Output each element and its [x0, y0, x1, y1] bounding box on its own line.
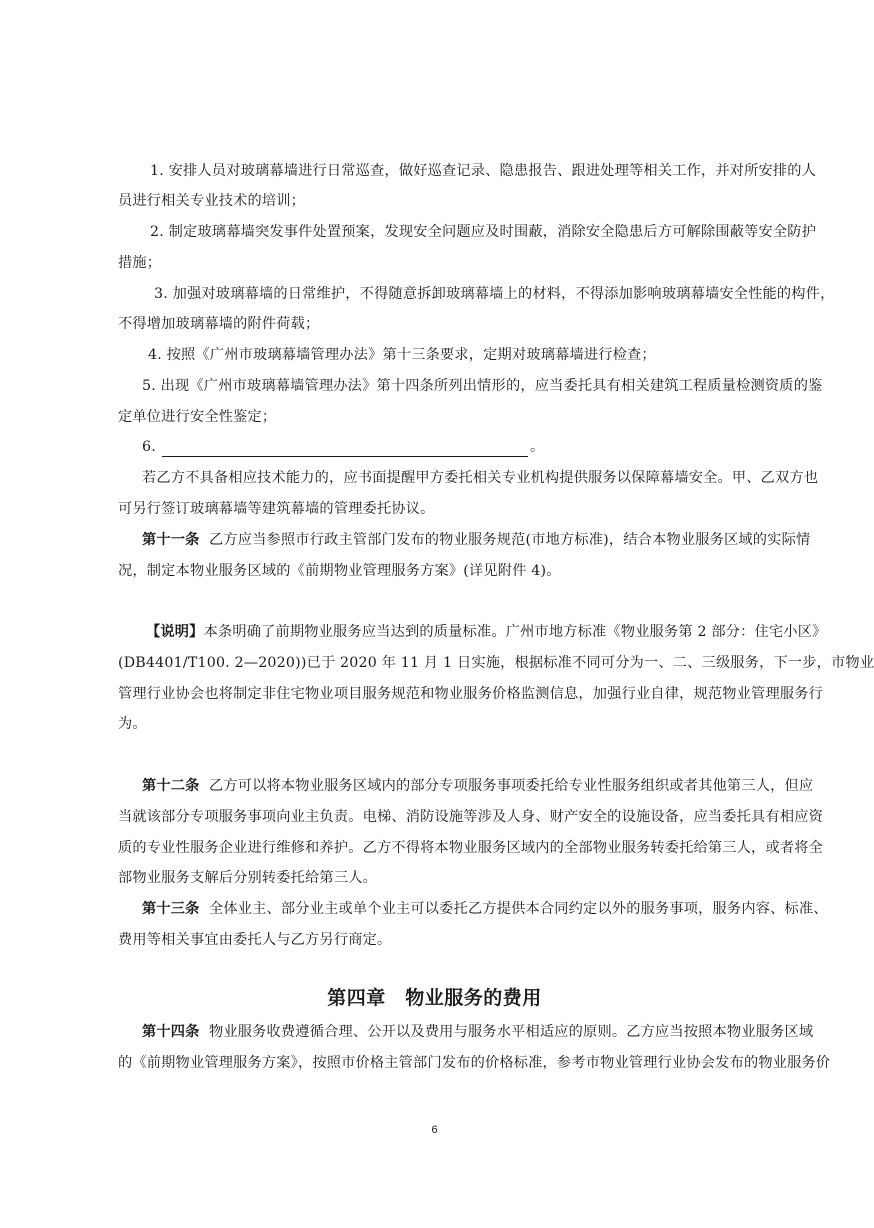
article-12-text: 乙方可以将本物业服务区域内的部分专项服务事项委托给专业性服务组织或者其他第三人，但应: [208, 778, 814, 794]
item-1-line-2: 员进行相关专业技术的培训；: [118, 193, 306, 209]
article-12-line-4: 部物业服务支解后分别转委托给第三人。: [118, 870, 377, 886]
article-13-line-1: [118, 899, 828, 919]
article-14-text: 物业服务收费遵循合理、公开以及费用与服务水平相适应的原则。乙方应当按照本物业服务区域: [208, 1024, 814, 1040]
note-text: 本条明确了前期物业服务应当达到的质量标准。广州市地方标准《物业服务第 2 部分：住宅小区》: [203, 624, 827, 640]
item-6: [118, 437, 790, 457]
article-14-line-1: [118, 1022, 814, 1042]
item-3-line-1: 3. 加强对玻璃幕墙的日常维护，不得随意拆卸玻璃幕墙上的材料，不得添加影响玻璃幕墙安全性能的构件，: [154, 286, 835, 302]
item-6-number: 6.: [142, 439, 156, 455]
article-11-label: 第十一条: [142, 532, 200, 548]
note-line-3: 管理行业协会也将制定非住宅物业项目服务规范和物业服务价格监测信息，加强行业自律，规范物业管理服务行: [118, 686, 823, 702]
article-13-line-2: 费用等相关事宜由委托人与乙方另行商定。: [118, 932, 392, 948]
article-14-line-2: 的《前期物业管理服务方案》，按照市价格主管部门发布的价格标准，参考市物业管理行业协会发布的物业服务价: [118, 1055, 831, 1071]
item-5-line-1: 5. 出现《广州市玻璃幕墙管理办法》第十四条所列出情形的，应当委托具有相关建筑工程质量检测资质的鉴: [142, 378, 823, 394]
article-12-label: 第十二条: [142, 778, 200, 794]
item-4: 4. 按照《广州市玻璃幕墙管理办法》第十三条要求，定期对玻璃幕墙进行检查；: [148, 347, 656, 363]
item-5-line-2: 定单位进行安全性鉴定；: [118, 409, 277, 425]
article-13-label: 第十三条: [142, 901, 200, 917]
article-12-line-2: 当就该部分专项服务事项向业主负责。电梯、消防设施等涉及人身、财产安全的设施设备，应当委托具有相应资: [118, 809, 823, 825]
chapter-heading: 第四章 物业服务的费用: [327, 987, 542, 1009]
note-label: 【说明】: [146, 624, 204, 640]
note-line-4: 为。: [118, 716, 147, 732]
item-2-line-1: 2. 制定玻璃幕墙突发事件处置预案，发现安全问题应及时围蔽，消除安全隐患后方可解除围蔽等安全防护: [150, 224, 817, 240]
fill-in-blank: [162, 442, 528, 457]
article-14-label: 第十四条: [142, 1024, 200, 1040]
paragraph-if-line-2: 可另行签订玻璃幕墙等建筑幕墙的管理委托协议。: [118, 501, 435, 517]
article-13-text: 全体业主、部分业主或单个业主可以委托乙方提供本合同约定以外的服务事项，服务内容、标准、: [208, 901, 828, 917]
item-3-line-2: 不得增加玻璃幕墙的附件荷载；: [118, 316, 320, 332]
article-12-line-1: [118, 776, 814, 796]
article-11-line-1: [118, 530, 811, 550]
note-line-2: (DB4401/T100. 2—2020))已于 2020 年 11 月 1 日实施，根据标准不同可分为一、二、三级服务，下一步，市物业: [118, 655, 874, 671]
article-11-text: 乙方应当参照市行政主管部门发布的物业服务规范(市地方标准)，结合本物业服务区域的实际情: [208, 532, 811, 548]
item-6-end: 。: [529, 439, 545, 455]
note-line-1: [118, 622, 827, 642]
paragraph-if-line-1: 若乙方不具备相应技术能力的，应书面提醒甲方委托相关专业机构提供服务以保障幕墙安全。甲、乙双方也: [142, 470, 819, 486]
item-1-line-1: 1. 安排人员对玻璃幕墙进行日常巡查，做好巡查记录、隐患报告、跟进处理等相关工作，并对所安排的人: [150, 163, 817, 179]
article-12-line-3: 质的专业性服务企业进行维修和养护。乙方不得将本物业服务区域内的全部物业服务转委托给第三人，或者将全: [118, 840, 823, 856]
page-number: 6: [431, 1124, 438, 1136]
item-2-line-2: 措施；: [118, 255, 162, 271]
article-11-line-2: 况，制定本物业服务区域的《前期物业管理服务方案》(详见附件 4)。: [118, 563, 561, 579]
